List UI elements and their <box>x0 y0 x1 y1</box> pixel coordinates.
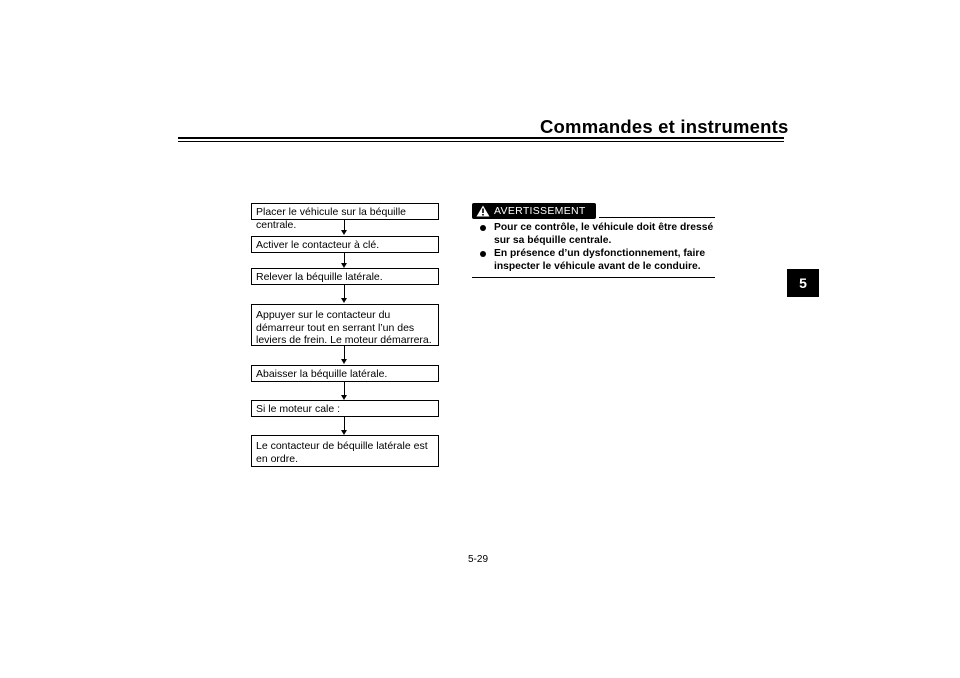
warning-triangle-icon <box>476 205 490 217</box>
bullet-icon <box>480 251 486 257</box>
warning-rule-bottom <box>472 277 715 278</box>
page-number: 5-29 <box>468 554 489 565</box>
flow-connector <box>344 417 345 430</box>
flow-step-7: Le contacteur de béquille latérale est en ordre. <box>251 435 439 467</box>
warning-item-text: Pour ce contrôle, le véhicule doit être dressé sur sa béquille centrale. <box>494 222 714 246</box>
flow-connector <box>344 285 345 298</box>
flow-step-4: Appuyer sur le contacteur du démarreur tout en serrant l’un des leviers de frein. Le moteur démarrera. <box>251 304 439 346</box>
bullet-icon <box>480 225 486 231</box>
flow-step-2: Activer le contacteur à clé. <box>251 236 439 253</box>
flow-connector <box>344 382 345 395</box>
warning-item <box>478 248 714 273</box>
warning-item-text: En présence d’un dysfonctionnement, faire inspecter le véhicule avant de le conduire. <box>494 248 706 272</box>
flow-arrow <box>341 230 347 235</box>
flow-step-3: Relever la béquille latérale. <box>251 268 439 285</box>
warning-badge <box>472 203 596 219</box>
warning-label: AVERTISSEMENT <box>494 205 586 217</box>
chapter-tab: 5 <box>787 269 819 297</box>
flow-arrow <box>341 359 347 364</box>
flow-connector <box>344 220 345 230</box>
header-rule-thick <box>178 137 784 139</box>
page-title: Commandes et instruments <box>540 116 789 137</box>
warning-rule-top <box>599 217 715 218</box>
flow-connector <box>344 346 345 359</box>
flow-connector <box>344 253 345 263</box>
flow-step-1: Placer le véhicule sur la béquille centrale. <box>251 203 439 220</box>
flow-arrow <box>341 298 347 303</box>
warning-list <box>478 222 714 274</box>
flow-step-5: Abaisser la béquille latérale. <box>251 365 439 382</box>
warning-item <box>478 222 714 247</box>
header-rule-thin <box>178 141 784 142</box>
flow-step-6: Si le moteur cale : <box>251 400 439 417</box>
